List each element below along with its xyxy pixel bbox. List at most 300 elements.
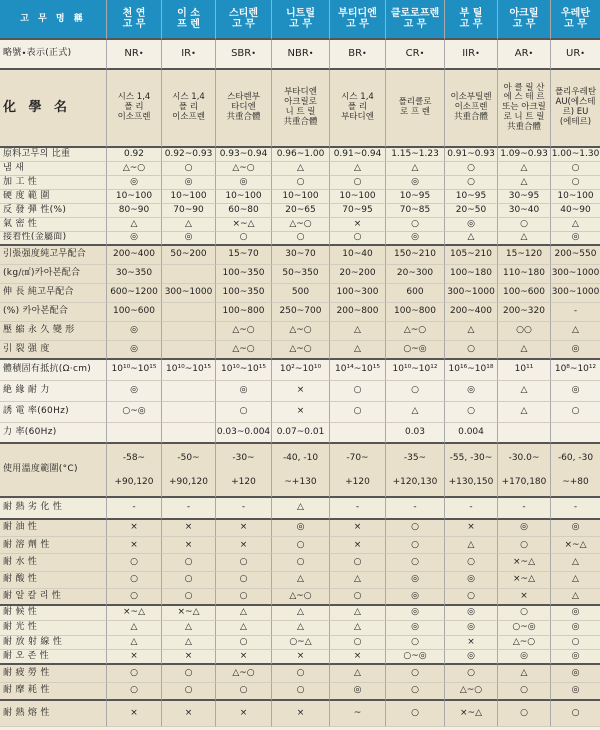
table-cell: ○: [216, 636, 272, 651]
table-cell: ◎: [551, 621, 600, 636]
row-label: 接着性(金屬面): [0, 232, 107, 246]
row-label: 引 裂 强 度: [0, 341, 107, 360]
table-cell: ○: [386, 381, 445, 402]
chem-cell: 스타렌부 타디엔 共重合體: [216, 70, 272, 148]
abbr-cell: SBR •: [216, 40, 272, 70]
row-label: 耐 알 칼 리 性: [0, 589, 107, 606]
table-cell: -: [216, 498, 272, 520]
table-cell: ○: [162, 665, 216, 683]
table-cell: △: [445, 537, 498, 554]
table-cell: 30~70: [272, 246, 330, 265]
table-cell: ○: [551, 162, 600, 176]
chem-cell: 시스 1,4 폴 리 이소프렌: [162, 70, 216, 148]
table-cell: 0.92: [107, 148, 162, 162]
table-cell: ◎: [551, 650, 600, 665]
table-cell: ○: [386, 636, 445, 651]
table-cell: ○: [386, 520, 445, 537]
table-cell: ×~△: [498, 572, 551, 589]
table-cell: ◎: [498, 520, 551, 537]
abbr-cell: BR •: [330, 40, 386, 70]
row-label: 耐 油 性: [0, 520, 107, 537]
table-cell: ○: [107, 683, 162, 701]
table-cell: ○: [498, 701, 551, 727]
table-cell: ◎: [386, 176, 445, 190]
table-cell: 1.09~0.93: [498, 148, 551, 162]
table-cell: ◎: [551, 232, 600, 246]
table-cell: ×: [216, 650, 272, 665]
table-cell: △~○: [386, 322, 445, 341]
table-cell: ×: [162, 701, 216, 727]
table-cell: △: [107, 218, 162, 232]
table-cell: ◎: [107, 381, 162, 402]
table-cell: 100~600: [498, 284, 551, 303]
table-cell: 10¹¹: [498, 360, 551, 381]
table-cell: 1.00~1.30: [551, 148, 600, 162]
table-cell: ◎: [386, 621, 445, 636]
table-cell: ◎: [107, 176, 162, 190]
table-cell: ×: [445, 520, 498, 537]
row-label: 耐 酸 性: [0, 572, 107, 589]
table-cell: ◎: [551, 341, 600, 360]
table-cell: ×: [107, 520, 162, 537]
table-cell: ×: [272, 381, 330, 402]
table-cell: ○: [386, 218, 445, 232]
table-cell: 100~600: [107, 303, 162, 322]
table-cell: △: [272, 606, 330, 621]
table-cell: ○: [498, 683, 551, 701]
table-cell: 0.03~0.004: [216, 423, 272, 444]
table-cell: ◎: [445, 621, 498, 636]
table-cell: 0.004: [445, 423, 498, 444]
table-cell: -60, -30 ~+80: [551, 444, 600, 498]
table-cell: ○: [272, 232, 330, 246]
table-cell: -: [445, 498, 498, 520]
table-cell: ○: [551, 402, 600, 423]
table-cell: 200~400: [445, 303, 498, 322]
table-cell: 70~95: [330, 204, 386, 218]
table-cell: ○: [216, 683, 272, 701]
table-cell: 100~350: [216, 265, 272, 284]
table-cell: ○: [498, 537, 551, 554]
table-cell: ◎: [445, 572, 498, 589]
table-cell: 200~320: [498, 303, 551, 322]
table-cell: ◎: [107, 232, 162, 246]
table-cell: [162, 322, 216, 341]
table-cell: ○: [551, 636, 600, 651]
table-cell: △: [330, 162, 386, 176]
table-cell: -: [162, 498, 216, 520]
table-cell: ×: [107, 701, 162, 727]
table-cell: [162, 341, 216, 360]
table-cell: 10~100: [107, 190, 162, 204]
table-cell: [551, 423, 600, 444]
table-cell: ○: [107, 554, 162, 571]
table-cell: △: [107, 621, 162, 636]
chem-cell: 이소부틸렌 이소프렌 共重合體: [445, 70, 498, 148]
table-cell: 10¹⁰~10¹⁵: [162, 360, 216, 381]
table-cell: ×: [272, 701, 330, 727]
header-rubber-name: 부티디엔 고 무: [330, 0, 386, 40]
row-label: 引張强度純고무配合: [0, 246, 107, 265]
table-cell: ◎: [551, 683, 600, 701]
table-cell: ○○: [498, 322, 551, 341]
chem-cell: 부타디엔 아크릴로 니 트 릴 共重合體: [272, 70, 330, 148]
table-cell: △: [330, 322, 386, 341]
table-cell: 200~400: [107, 246, 162, 265]
table-cell: ×: [162, 537, 216, 554]
row-label: 耐 候 性: [0, 606, 107, 621]
table-cell: 50~200: [162, 246, 216, 265]
chem-cell: 폴리우레탄 AU(에스테 르) EU (에테르): [551, 70, 600, 148]
table-cell: ◎: [216, 381, 272, 402]
table-cell: 20~50: [445, 204, 498, 218]
table-cell: ○: [445, 665, 498, 683]
table-cell: ×~△: [216, 218, 272, 232]
table-cell: ○: [386, 537, 445, 554]
row-label: 使用溫度範圍(°C): [0, 444, 107, 498]
table-cell: ○: [272, 554, 330, 571]
table-cell: -30.0~ +170,180: [498, 444, 551, 498]
table-cell: ×: [272, 650, 330, 665]
row-label: 耐 熱 熔 性: [0, 701, 107, 727]
table-cell: ○: [330, 176, 386, 190]
table-cell: ○: [386, 683, 445, 701]
table-cell: [162, 423, 216, 444]
table-cell: ×: [162, 520, 216, 537]
table-cell: -: [107, 498, 162, 520]
abbr-cell: IIR •: [445, 40, 498, 70]
table-cell: -30~ +120: [216, 444, 272, 498]
table-cell: ◎: [445, 381, 498, 402]
table-cell: △~○: [216, 322, 272, 341]
table-cell: ◎: [498, 650, 551, 665]
table-cell: △: [216, 621, 272, 636]
row-label: 耐 水 性: [0, 554, 107, 571]
table-cell: 10~100: [272, 190, 330, 204]
table-cell: ×: [216, 701, 272, 727]
table-cell: 10~100: [551, 190, 600, 204]
table-cell: ×: [330, 218, 386, 232]
table-cell: 150~210: [386, 246, 445, 265]
row-label: 伸 長 純고무配合: [0, 284, 107, 303]
table-cell: 10¹⁰~10¹⁵: [107, 360, 162, 381]
abbr-cell: NR •: [107, 40, 162, 70]
table-cell: ◎: [272, 520, 330, 537]
table-cell: 100~300: [330, 284, 386, 303]
table-cell: ○: [551, 701, 600, 727]
table-cell: [498, 423, 551, 444]
table-cell: [162, 303, 216, 322]
table-cell: ◎: [216, 176, 272, 190]
table-cell: △~○: [272, 218, 330, 232]
table-cell: ○: [272, 176, 330, 190]
table-cell: △~○: [272, 341, 330, 360]
row-label: 反 發 彈 性(%): [0, 204, 107, 218]
table-cell: ○~◎: [386, 341, 445, 360]
table-cell: △: [272, 621, 330, 636]
table-cell: ○: [445, 554, 498, 571]
table-cell: 100~800: [216, 303, 272, 322]
table-cell: ×: [498, 589, 551, 606]
table-cell: △: [330, 665, 386, 683]
table-cell: △: [162, 218, 216, 232]
table-cell: ×: [216, 537, 272, 554]
table-cell: ○: [445, 162, 498, 176]
table-cell: △: [330, 341, 386, 360]
table-cell: ○: [445, 589, 498, 606]
table-cell: 600: [386, 284, 445, 303]
table-cell: 10~100: [330, 190, 386, 204]
table-cell: ○: [445, 402, 498, 423]
table-cell: 0.91~0.94: [330, 148, 386, 162]
table-cell: 30~95: [498, 190, 551, 204]
table-cell: ○~◎: [498, 621, 551, 636]
table-cell: △~○: [272, 322, 330, 341]
table-cell: △: [272, 498, 330, 520]
table-cell: ×: [330, 520, 386, 537]
table-cell: △: [330, 606, 386, 621]
table-cell: [162, 381, 216, 402]
table-cell: △~○: [498, 636, 551, 651]
table-cell: △: [498, 341, 551, 360]
table-cell: ◎: [330, 683, 386, 701]
table-cell: ◎: [386, 606, 445, 621]
row-label: (kg/㎠)카아본配合: [0, 265, 107, 284]
table-cell: 300~1000: [445, 284, 498, 303]
table-cell: ×: [330, 650, 386, 665]
chem-cell: 시스 1,4 폴 리 이소프렌: [107, 70, 162, 148]
table-cell: ◎: [445, 650, 498, 665]
table-cell: ×~△: [445, 701, 498, 727]
table-cell: △: [272, 162, 330, 176]
table-cell: △: [445, 232, 498, 246]
table-cell: ◎: [551, 381, 600, 402]
row-label: (%) 카아본配合: [0, 303, 107, 322]
table-cell: △~○: [272, 589, 330, 606]
table-cell: △~○: [445, 683, 498, 701]
table-cell: ○~◎: [386, 650, 445, 665]
table-cell: ○: [330, 381, 386, 402]
chem-cell: 폴리클로 로 프 렌: [386, 70, 445, 148]
row-label: 耐 熱 劣 化 性: [0, 498, 107, 520]
table-cell: △: [330, 572, 386, 589]
table-cell: ○: [386, 665, 445, 683]
table-cell: 10~100: [162, 190, 216, 204]
row-label: 誘 電 率(60Hz): [0, 402, 107, 423]
table-cell: △: [498, 402, 551, 423]
table-cell: 100~800: [386, 303, 445, 322]
header-rubber-name: 니트릴 고 무: [272, 0, 330, 40]
table-cell: △: [216, 606, 272, 621]
table-cell: △: [498, 162, 551, 176]
table-cell: ○: [216, 554, 272, 571]
table-cell: -: [551, 498, 600, 520]
table-cell: ○: [272, 683, 330, 701]
table-cell: △~○: [216, 341, 272, 360]
table-cell: [162, 402, 216, 423]
table-cell: 250~700: [272, 303, 330, 322]
row-label: 硬 度 範 圍: [0, 190, 107, 204]
table-cell: 1.15~1.23: [386, 148, 445, 162]
table-cell: -: [498, 498, 551, 520]
table-cell: 15~70: [216, 246, 272, 265]
table-cell: ○: [216, 589, 272, 606]
table-cell: ○: [498, 606, 551, 621]
table-cell: △: [498, 665, 551, 683]
row-label: 絶 緣 耐 力: [0, 381, 107, 402]
table-cell: △~○: [107, 162, 162, 176]
table-cell: ◎: [107, 322, 162, 341]
table-cell: 0.07~0.01: [272, 423, 330, 444]
table-cell: ◎: [551, 606, 600, 621]
table-cell: 10~100: [216, 190, 272, 204]
table-cell: 50~350: [272, 265, 330, 284]
table-cell: [107, 423, 162, 444]
header-title: 고 무 명 稱: [0, 0, 107, 40]
table-cell: 30~40: [498, 204, 551, 218]
table-cell: -: [551, 303, 600, 322]
header-rubber-name: 스티렌 고 무: [216, 0, 272, 40]
table-cell: -58~ +90,120: [107, 444, 162, 498]
table-cell: ◎: [386, 572, 445, 589]
table-cell: ○: [216, 402, 272, 423]
header-rubber-name: 우레탄 고 무: [551, 0, 600, 40]
table-cell: △: [551, 322, 600, 341]
table-cell: ×: [330, 537, 386, 554]
table-cell: 200~800: [330, 303, 386, 322]
table-cell: -35~ +120,130: [386, 444, 445, 498]
table-cell: ×: [107, 537, 162, 554]
table-cell: 0.93~0.94: [216, 148, 272, 162]
table-cell: ×: [216, 520, 272, 537]
table-cell: 10~95: [386, 190, 445, 204]
table-cell: ○: [445, 176, 498, 190]
table-cell: 10⁸~10¹²: [551, 360, 600, 381]
table-cell: 0.92~0.93: [162, 148, 216, 162]
abbr-cell: NBR •: [272, 40, 330, 70]
table-cell: 110~180: [498, 265, 551, 284]
table-cell: 20~200: [330, 265, 386, 284]
table-cell: ○: [272, 665, 330, 683]
table-cell: ◎: [445, 606, 498, 621]
row-label: 壓 縮 永 久 變 形: [0, 322, 107, 341]
table-cell: 20~300: [386, 265, 445, 284]
chem-label: 化 學 名: [0, 70, 107, 148]
row-label: 耐 放 射 線 性: [0, 636, 107, 651]
table-cell: 300~1000: [551, 284, 600, 303]
table-cell: -55, -30~ +130,150: [445, 444, 498, 498]
table-cell: ○: [162, 683, 216, 701]
table-cell: ○: [107, 572, 162, 589]
chem-cell: 아 클 릴 산 에 스 테 르 또는 아크릴 로 니 트 릴 共重合體: [498, 70, 551, 148]
table-cell: ○: [386, 554, 445, 571]
table-cell: ×~△: [551, 537, 600, 554]
table-cell: 60~80: [216, 204, 272, 218]
table-cell: ○: [498, 218, 551, 232]
table-cell: ◎: [386, 232, 445, 246]
table-cell: ◎: [551, 520, 600, 537]
table-cell: △: [498, 232, 551, 246]
table-cell: 10²~10¹⁰: [272, 360, 330, 381]
table-cell: △: [551, 589, 600, 606]
table-cell: △: [162, 636, 216, 651]
table-cell: 100~180: [445, 265, 498, 284]
row-label: 耐 光 性: [0, 621, 107, 636]
table-cell: ○: [107, 589, 162, 606]
header-rubber-name: 클로로프렌 고 무: [386, 0, 445, 40]
abbr-cell: IR •: [162, 40, 216, 70]
table-cell: 20~65: [272, 204, 330, 218]
table-cell: ○: [551, 176, 600, 190]
table-cell: △: [107, 636, 162, 651]
table-cell: ○: [330, 589, 386, 606]
table-cell: ~: [330, 701, 386, 727]
table-cell: ○: [386, 701, 445, 727]
row-label: 耐 溶 劑 性: [0, 537, 107, 554]
table-cell: ○: [162, 572, 216, 589]
table-cell: ×: [107, 650, 162, 665]
table-cell: [330, 423, 386, 444]
row-label: 耐 오 존 性: [0, 650, 107, 665]
table-cell: ◎: [162, 176, 216, 190]
table-cell: ○: [162, 589, 216, 606]
table-cell: 200~550: [551, 246, 600, 265]
table-cell: 10¹⁶~10¹⁸: [445, 360, 498, 381]
table-cell: -: [330, 498, 386, 520]
chem-cell: 시스 1,4 폴 리 부타디엔: [330, 70, 386, 148]
row-label: 力 率(60Hz): [0, 423, 107, 444]
table-cell: 10¹⁴~10¹⁵: [330, 360, 386, 381]
table-cell: 40~90: [551, 204, 600, 218]
table-cell: △: [498, 381, 551, 402]
table-cell: ◎: [386, 589, 445, 606]
row-label: 耐 摩 耗 性: [0, 683, 107, 701]
row-label: 體積固有抵抗(Ω·cm): [0, 360, 107, 381]
table-cell: ×: [445, 636, 498, 651]
table-cell: ○: [216, 232, 272, 246]
table-cell: △: [551, 554, 600, 571]
table-cell: △: [445, 322, 498, 341]
table-cell: 500: [272, 284, 330, 303]
table-cell: ×~△: [107, 606, 162, 621]
table-cell: ○: [330, 636, 386, 651]
table-cell: 105~210: [445, 246, 498, 265]
table-cell: 0.96~1.00: [272, 148, 330, 162]
header-rubber-name: 이 소 프 렌: [162, 0, 216, 40]
table-cell: 80~90: [107, 204, 162, 218]
table-cell: ◎: [445, 218, 498, 232]
table-cell: -70~ +120: [330, 444, 386, 498]
table-cell: △: [272, 572, 330, 589]
abbr-cell: CR •: [386, 40, 445, 70]
table-cell: △: [498, 176, 551, 190]
table-cell: △: [551, 572, 600, 589]
table-cell: ◎: [162, 232, 216, 246]
table-cell: 600~1200: [107, 284, 162, 303]
table-cell: 10¹⁰~10¹²: [386, 360, 445, 381]
table-cell: ○~◎: [107, 402, 162, 423]
table-cell: 100~350: [216, 284, 272, 303]
table-cell: △: [330, 621, 386, 636]
abbr-label: 略號 • 表示(正式): [0, 40, 107, 70]
table-cell: 70~90: [162, 204, 216, 218]
table-cell: △~○: [216, 665, 272, 683]
table-cell: 0.91~0.93: [445, 148, 498, 162]
row-label: 原料고무의 比重: [0, 148, 107, 162]
row-label: 加 工 性: [0, 176, 107, 190]
table-cell: ○: [107, 665, 162, 683]
table-cell: 10¹⁰~10¹⁵: [216, 360, 272, 381]
